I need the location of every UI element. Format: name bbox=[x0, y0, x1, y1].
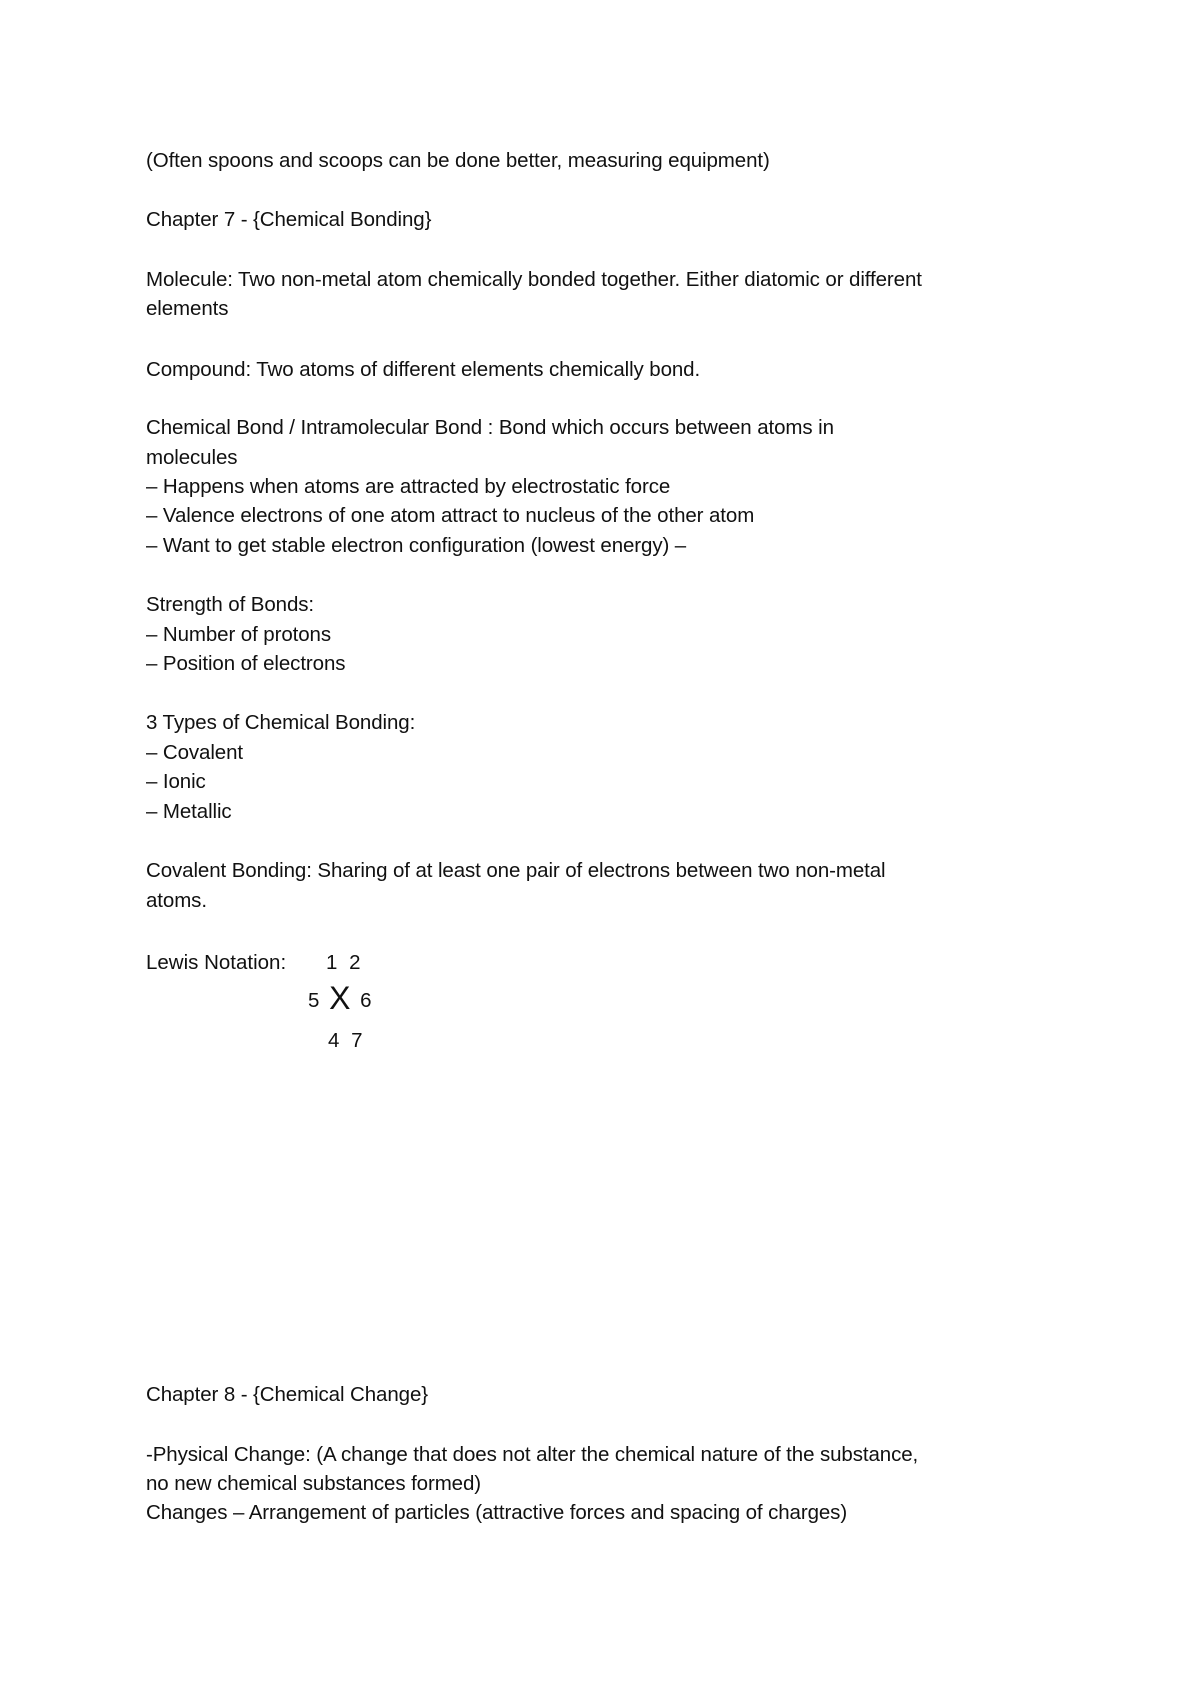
intro-note: (Often spoons and scoops can be done better, measuring equipment) bbox=[146, 149, 770, 172]
lewis-bottom-positions: 4 7 bbox=[328, 1029, 366, 1052]
bond-types-heading: 3 Types of Chemical Bonding: bbox=[146, 711, 416, 734]
strength-point: – Position of electrons bbox=[146, 652, 346, 675]
chemical-bond-definition-line-2: molecules bbox=[146, 446, 238, 469]
bond-type-item: – Metallic bbox=[146, 800, 232, 823]
chemical-bond-point: – Happens when atoms are attracted by electrostatic force bbox=[146, 475, 671, 498]
lewis-middle-row bbox=[308, 980, 372, 1019]
chapter-7-heading: Chapter 7 - {Chemical Bonding} bbox=[146, 208, 432, 231]
lewis-notation-label: Lewis Notation: bbox=[146, 951, 287, 974]
compound-definition: Compound: Two atoms of different elements chemically bond. bbox=[146, 358, 701, 381]
chapter-8-heading: Chapter 8 - {Chemical Change} bbox=[146, 1383, 428, 1406]
molecule-definition-line-2: elements bbox=[146, 297, 229, 320]
strength-point: – Number of protons bbox=[146, 623, 331, 646]
lewis-left-position: 5 bbox=[308, 989, 320, 1012]
covalent-bonding-definition-line-2: atoms. bbox=[146, 889, 207, 912]
bond-type-item: – Covalent bbox=[146, 741, 244, 764]
strength-of-bonds-heading: Strength of Bonds: bbox=[146, 593, 315, 616]
chemical-bond-point: – Want to get stable electron configuration (lowest energy) – bbox=[146, 534, 687, 557]
chemical-bond-definition-line-1: Chemical Bond / Intramolecular Bond : Bond which occurs between atoms in bbox=[146, 416, 834, 439]
changes-line: Changes – Arrangement of particles (attractive forces and spacing of charges) bbox=[146, 1501, 848, 1524]
lewis-right-position: 6 bbox=[360, 989, 372, 1012]
bond-type-item: – Ionic bbox=[146, 770, 206, 793]
chemical-bond-point: – Valence electrons of one atom attract to nucleus of the other atom bbox=[146, 504, 755, 527]
lewis-top-positions: 1 2 bbox=[326, 951, 364, 974]
lewis-element-symbol: X bbox=[329, 980, 351, 1016]
molecule-definition-line-1: Molecule: Two non-metal atom chemically bonded together. Either diatomic or different bbox=[146, 268, 922, 291]
physical-change-line-1: -Physical Change: (A change that does not alter the chemical nature of the substance, bbox=[146, 1443, 919, 1466]
physical-change-line-2: no new chemical substances formed) bbox=[146, 1472, 482, 1495]
covalent-bonding-definition-line-1: Covalent Bonding: Sharing of at least one pair of electrons between two non-metal bbox=[146, 859, 886, 882]
